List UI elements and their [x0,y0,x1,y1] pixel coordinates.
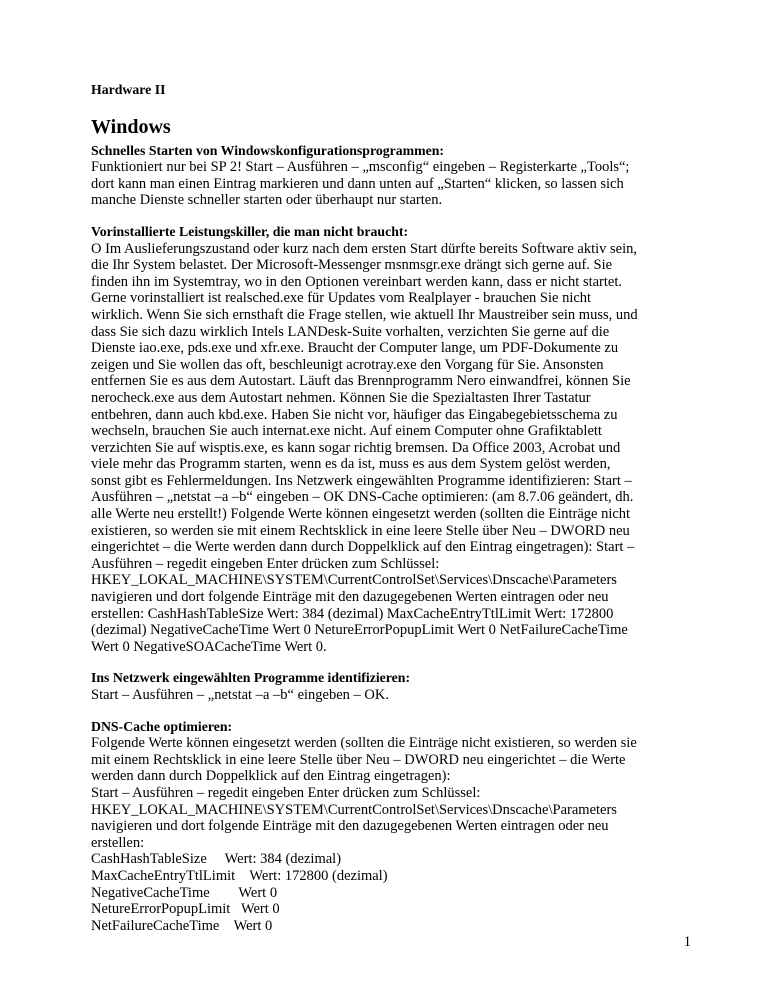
text-line: HKEY_LOKAL_MACHINE\SYSTEM\CurrentControlSet\Services\Dnscache\Parameters [91,801,617,818]
text-line: Start – Ausführen – regedit eingeben Enter drücken zum Schlüssel: [91,784,481,801]
section-body [91,241,698,656]
text-line: HKEY_LOKAL_MACHINE\SYSTEM\CurrentControlSet\Services\Dnscache\Parameters [91,572,617,589]
text-line: Folgende Werte können eingesetzt werden (sollten die Einträge nicht existieren, so werden sie [91,735,637,752]
text-line: NetFailureCacheTime Wert 0 [91,917,273,934]
text-line: Start – Ausführen – „netstat –a –b“ eingeben – OK. [91,687,389,703]
text-line: O Im Auslieferungszustand oder kurz nach dem ersten Start dürfte bereits Software aktiv sein, [91,240,638,257]
text-line: zeigen und Sie wollen das oft, beschleunigt acrotray.exe den Vorgang für Sie. Ansonsten [91,356,604,373]
text-line: dass Sie sich dazu wirklich Intels LANDesk-Suite vorhalten, verzichten Sie gerne auf die [91,323,610,340]
text-line: wechseln, brauchen Sie auch internat.exe nicht. Auf einem Computer ohne Grafiktablett [91,423,602,440]
text-line: alle Werte neu erstellt!) Folgende Werte können eingesetzt werden (sollten die Einträge nicht [91,506,631,523]
text-line: manche Dienste schneller starten oder überhaupt nur starten. [91,192,443,209]
text-line: Ausführen – regedit eingeben Enter drücken zum Schlüssel: [91,555,440,572]
text-line: (dezimal) NegativeCacheTime Wert 0 NetureErrorPopupLimit Wert 0 NetFailureCacheTime [91,622,628,639]
text-line: nerocheck.exe aus dem Autostart nehmen. Können Sie die Spezialtasten Ihrer Tastatur [91,389,591,406]
text-line: Funktioniert nur bei SP 2! Start – Ausführen – „msconfig“ eingeben – Registerkarte „Tools“; [91,159,630,176]
section-preinstalled-killers [91,224,698,655]
text-line: sonst gibt es Fehlermeldungen. Ins Netzwerk eingewählten Programme identifizieren: Start – [91,472,632,489]
text-line: verzichten Sie auf wisptis.exe, es kann sogar richtig bremsen. Da Office 2003, Acrobat und [91,439,621,456]
page-number: 1 [683,934,691,950]
text-line: navigieren und dort folgende Einträge mit den dazugegebenen Werten eintragen oder neu [91,589,609,606]
text-line: Gerne vorinstalliert ist realsched.exe für Updates vom Realplayer - brauchen Sie nicht [91,290,592,307]
text-line: NegativeCacheTime Wert 0 [91,884,278,901]
section-dns-cache [91,719,698,935]
text-line: entbehren, dann auch kbd.exe. Haben Sie nicht vor, häufiger das Eingabegebietsschema zu [91,406,618,423]
text-line: Dienste iao.exe, pds.exe und xfr.exe. Braucht der Computer lange, um PDF-Dokumente zu [91,340,619,357]
text-line: existieren, so werden sie mit einem Rechtsklick in eine leere Stelle über Neu – DWORD neu [91,522,630,539]
text-line: mit einem Rechtsklick in eine leere Stelle über Neu – DWORD neu eingerichtet – die Werte [91,751,626,768]
section-body [91,687,698,704]
text-line: navigieren und dort folgende Einträge mit den dazugegebenen Werten eintragen oder neu [91,818,609,835]
text-line: NetureErrorPopupLimit Wert 0 [91,901,280,918]
text-line: finden ihn im Systemtray, wo in den Optionen vereinbart werden kann, dass er nicht startet. [91,273,622,290]
text-line: MaxCacheEntryTtlLimit Wert: 172800 (dezimal) [91,867,388,884]
text-line: erstellen: CashHashTableSize Wert: 384 (dezimal) MaxCacheEntryTtlLimit Wert: 172800 [91,605,614,622]
text-line: die Ihr System belastet. Der Microsoft-Messenger msnmsgr.exe drängt sich gerne auf. Sie [91,257,613,274]
section-quick-start [91,143,698,209]
section-heading: DNS-Cache optimieren: [91,718,233,734]
text-line: viele mehr das Programm starten, wenn es da ist, muss es aus dem System gelöst werden, [91,456,611,473]
text-line: CashHashTableSize Wert: 384 (dezimal) [91,851,342,868]
text-line: wirklich. Wenn Sie sich ernsthaft die Frage stellen, wie aktuell Ihr Maustreiber sein muss, und [91,306,638,323]
section-body [91,735,698,851]
text-line: werden dann durch Doppelklick auf den Eintrag eingetragen): [91,768,451,785]
section-heading: Ins Netzwerk eingewählten Programme identifizieren: [91,670,411,686]
text-line: Wert 0 NegativeSOACacheTime Wert 0. [91,638,327,655]
text-line: Ausführen – „netstat –a –b“ eingeben – OK DNS-Cache optimieren: (am 8.7.06 geändert, dh. [91,489,634,506]
text-line: eingerichtet – die Werte werden dann durch Doppelklick auf den Eintrag eingetragen): Start – [91,539,635,556]
registry-values-list [91,851,698,934]
doc-title: Windows [91,115,171,138]
text-line: erstellen: [91,834,145,851]
section-identify-network-programs [91,670,698,703]
doc-header-label: Hardware II [91,82,166,97]
section-heading: Vorinstallierte Leistungskiller, die man nicht braucht: [91,223,409,239]
text-line: dort kann man einen Eintrag markieren und dann unten auf „Starten“ klicken, so lassen sich [91,175,624,192]
text-line: entfernen Sie es aus dem Autostart. Läuft das Brennprogramm Nero einwandfrei, können Sie [91,373,631,390]
section-body [91,159,698,209]
section-heading: Schnelles Starten von Windowskonfigurationsprogrammen: [91,142,445,158]
